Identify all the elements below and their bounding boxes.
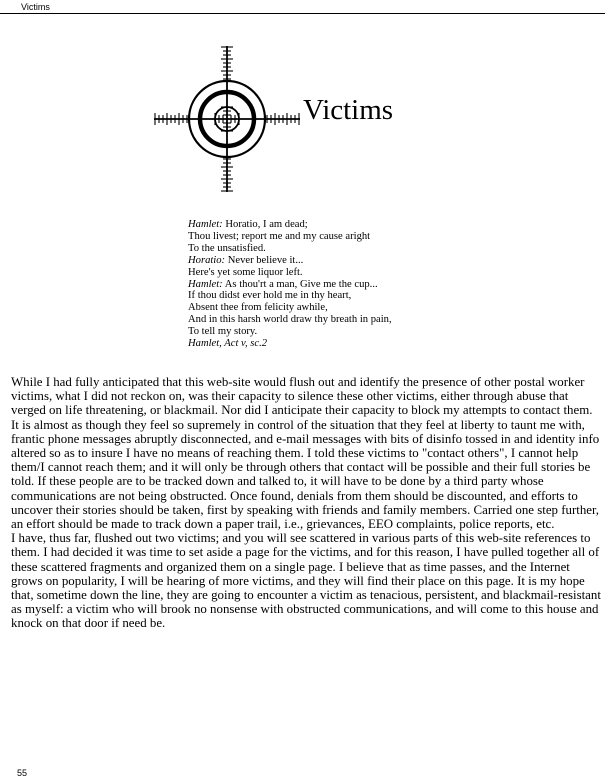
epigraph-line: And in this harsh world draw thy breath in pain,: [188, 314, 392, 326]
epigraph-speaker: Horatio:: [188, 254, 226, 266]
epigraph-text: Never believe it...: [225, 254, 304, 266]
running-header: [0, 0, 605, 14]
crosshair-icon: [152, 44, 302, 194]
epigraph-line: To tell my story.: [188, 326, 258, 338]
epigraph-speaker: Hamlet:: [188, 219, 223, 230]
epigraph-line: [188, 255, 488, 267]
paragraph: While I had fully anticipated that this web-site would flush out and identify the presence of other postal worker victims, what I did not reckon on, was their capacity to silence these other victims, either through abuse that verged on life threatening, or blackmail. Nor did I anticipate their capacity to block my attempts to contact them. It is almost as though they feel so supremely in control of the situation that they feel at liberty to taunt me with, frantic phone messages abruptly disconnected, and e-mail messages with bits of disinfo tossed in and identity info altered so as to insure I have no means of reaching them. I told these victims to "contact others", I cannot help them/I cannot reach them; and it will only be through others that contact will be possible and their full stories be told. If these people are to be tracked down and talked to, it will have to be done by a third party whose communications are not being obstructed. Once found, denials from them should be discounted, and efforts to uncover their stories should be taken, first by speaking with friends and family members. Carried one step further, an effort should be made to track down a paper trail, i.e., grievances, EEO complaints, police reports, etc.: [11, 375, 600, 532]
epigraph-text: As thou'rt a man, Give me the cup...: [222, 278, 378, 290]
paragraph: I have, thus far, flushed out two victims; and you will see scattered in various parts of this web-site references to them. I had decided it was time to set aside a page for the victims, and for this reason, I have pulled together all of these scattered fragments and organized them on a single page. I believe that as time passes, and the Internet grows on popularity, I will be hearing of more victims, and they will find their place on this page. It is my hope that, sometime down the line, they are going to encounter a victim as tenacious, persistent, and blackmail-resistant as myself: a victim who will brook no nonsense with obstructed communications, and will come to this house and knock on that door if need be.: [11, 531, 601, 631]
epigraph-speaker: Hamlet:: [188, 278, 223, 290]
body-text: [11, 375, 601, 631]
epigraph: [188, 219, 488, 350]
epigraph-text: Horatio, I am dead;: [222, 219, 308, 230]
epigraph-line: [188, 279, 488, 291]
epigraph-line: If thou didst ever hold me in thy heart,: [188, 290, 352, 302]
epigraph-citation: Hamlet, Act v, sc.2: [188, 338, 268, 350]
epigraph-line: [188, 219, 488, 231]
page-title: Victims: [303, 94, 394, 126]
page-number: 55: [17, 768, 28, 778]
epigraph-line: Thou livest; report me and my cause aright: [188, 230, 371, 242]
epigraph-line: To the unsatisfied.: [188, 242, 266, 254]
epigraph-line: Here's yet some liquor left.: [188, 266, 303, 278]
running-title: Victims: [21, 2, 50, 12]
epigraph-line: Absent thee from felicity awhile,: [188, 302, 328, 314]
